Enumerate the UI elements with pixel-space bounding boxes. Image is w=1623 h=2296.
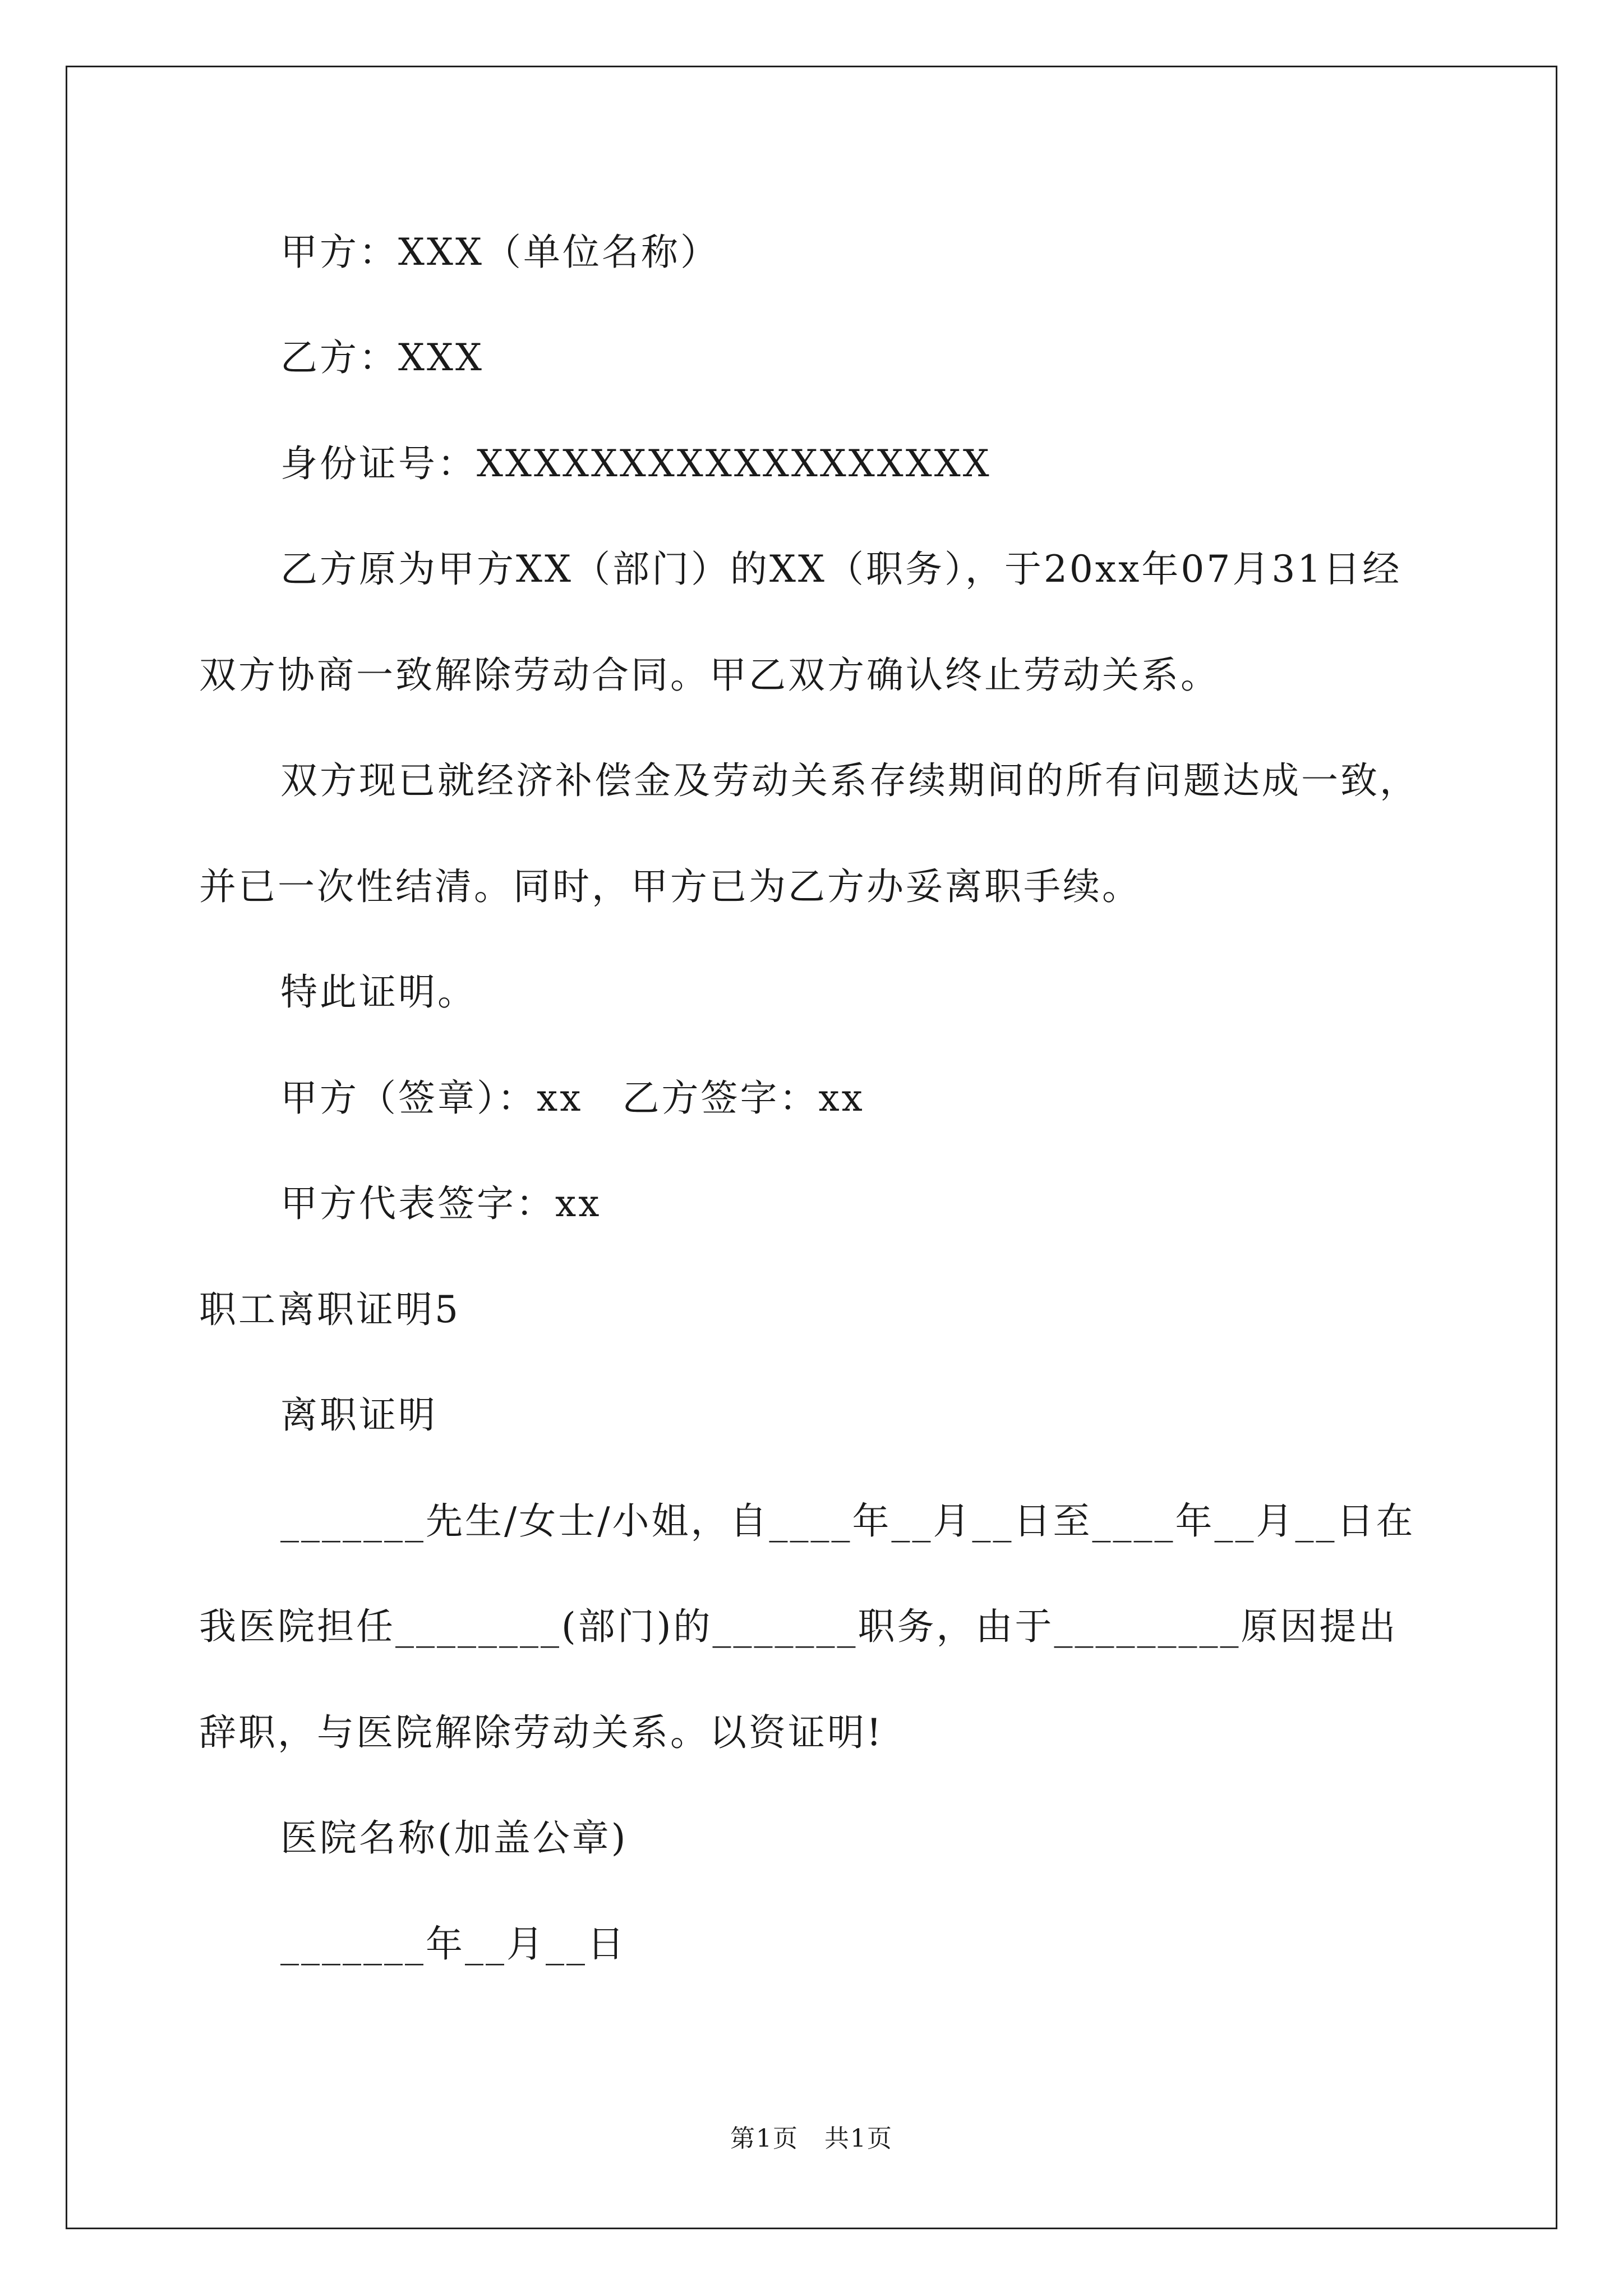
- body-paragraph-2-line-1: 双方现已就经济补偿金及劳动关系存续期间的所有问题达成一致，: [280, 759, 1419, 802]
- body-paragraph-1-line-2: 双方协商一致解除劳动合同。甲乙双方确认终止劳动关系。: [199, 654, 1220, 697]
- id-number-line: 身份证号：XXXXXXXXXXXXXXXXXX: [280, 442, 992, 485]
- representative-signature-line: 甲方代表签字：xx: [280, 1182, 602, 1225]
- hospital-name-line: 医院名称(加盖公章): [280, 1816, 628, 1860]
- body-paragraph-1-line-1: 乙方原为甲方XX（部门）的XX（职务），于20xx年07月31日经: [280, 547, 1402, 591]
- certificate-title: 离职证明: [280, 1393, 437, 1437]
- page-number-footer: 第1页 共1页: [730, 2124, 893, 2153]
- certificate-body-line-2: 我医院担任________(部门)的_______职务，由于_________原因提出: [199, 1605, 1398, 1648]
- certificate-body-line-1: _______先生/女士/小姐，自____年__月__日至____年__月__日在: [280, 1499, 1415, 1543]
- signature-line: 甲方（签章）：xx 乙方签字：xx: [280, 1076, 865, 1120]
- certification-line: 特此证明。: [280, 970, 477, 1014]
- date-line: _______年__月__日: [280, 1922, 626, 1966]
- page-border: [66, 66, 1557, 2229]
- party-a-line: 甲方：XXX（单位名称）: [280, 231, 720, 274]
- body-paragraph-2-line-2: 并已一次性结清。同时，甲方已为乙方办妥离职手续。: [199, 865, 1141, 908]
- party-b-line: 乙方：XXX: [280, 336, 484, 379]
- section-heading: 职工离职证明5: [199, 1288, 460, 1331]
- certificate-body-line-3: 辞职，与医院解除劳动关系。以资证明!: [199, 1711, 884, 1754]
